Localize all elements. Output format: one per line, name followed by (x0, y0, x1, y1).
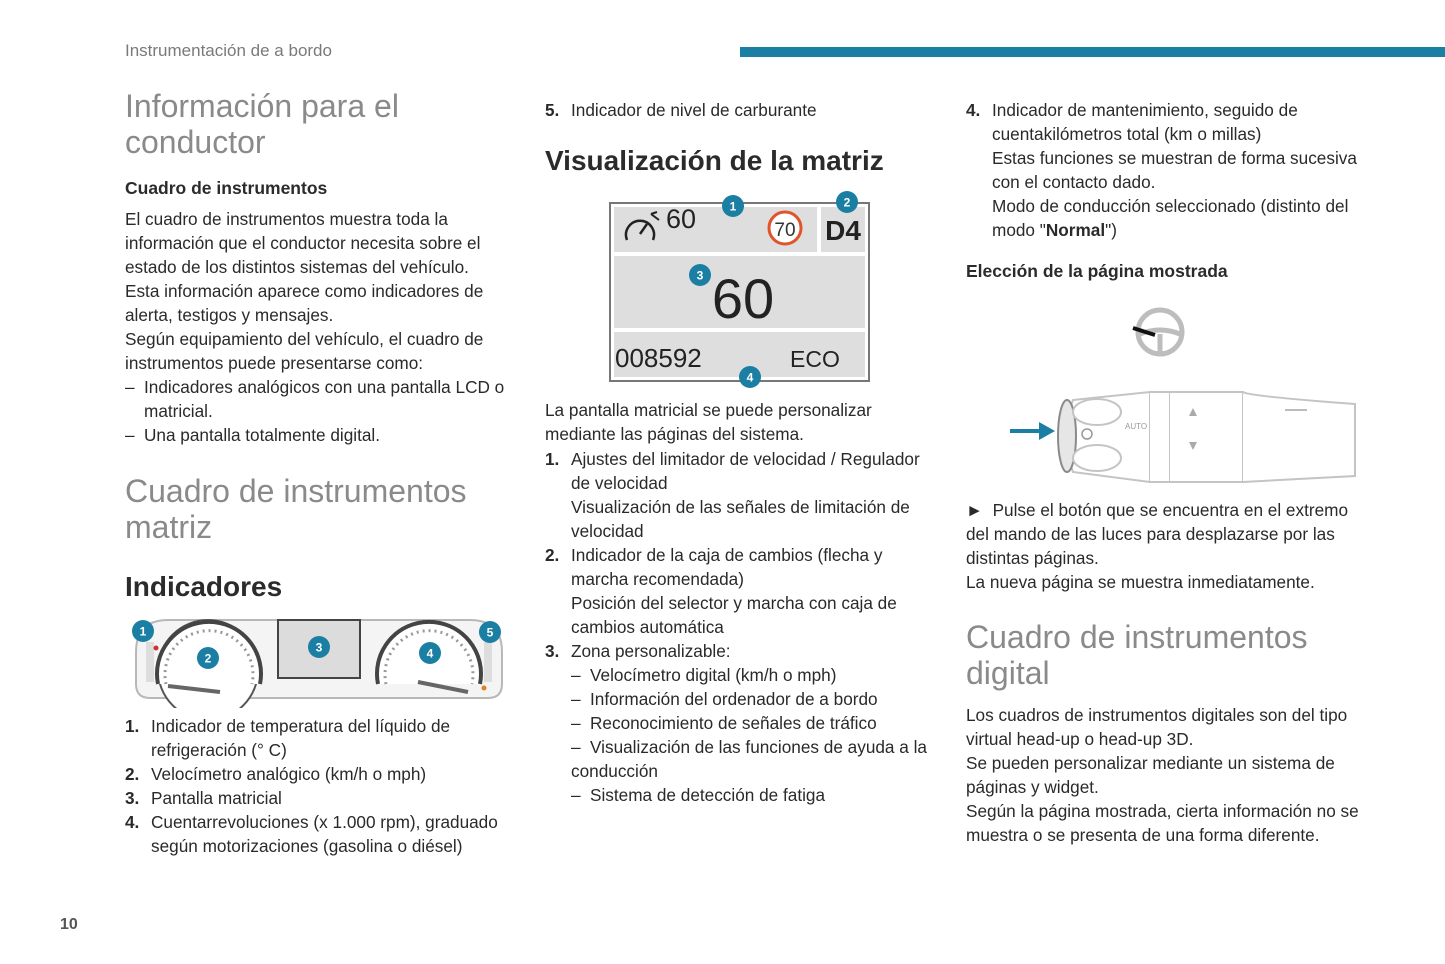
paragraph: Según equipamiento del vehículo, el cuadro de instrumentos puede presentarse como: (125, 329, 484, 373)
section-title: Instrumentación de a bordo (125, 41, 332, 60)
dash-item: – Velocímetro digital (km/h o mph) (571, 665, 837, 685)
badge-3 (308, 636, 330, 658)
badge-4 (419, 642, 441, 664)
heading-cuadro-digital: Cuadro de instrumentos digital (966, 619, 1308, 691)
column-3 (966, 98, 1361, 283)
svg-text:2: 2 (204, 651, 212, 666)
matrix-description (545, 398, 940, 807)
badge-4 (739, 366, 761, 388)
column-1 (125, 88, 520, 603)
list-item: 4. Cuentarrevoluciones (x 1.000 rpm), graduado según motorizaciones (gasolina o diésel) (125, 812, 498, 856)
page-number: 10 (60, 916, 78, 933)
list-item: 2. Indicador de la caja de cambios (flecha y marcha recomendada) Posición del selector y marcha con caja de cambios automática (545, 545, 897, 637)
matrix-display-diagram (605, 190, 875, 390)
heading-visualizacion: Visualización de la matriz (545, 145, 884, 176)
badge-3 (689, 264, 711, 286)
speed-sign-value: 70 (774, 220, 796, 241)
bullet-paragraph: ► Pulse el botón que se encuentra en el extremo del mando de las luces para desplazarse por las distintas páginas. (966, 500, 1349, 568)
paragraph: Esta información aparece como indicadores de alerta, testigos y mensajes. (125, 281, 484, 325)
svg-text:2: 2 (843, 195, 851, 210)
badge-1 (132, 620, 154, 642)
svg-text:4: 4 (746, 370, 754, 385)
arrow-icon (1039, 422, 1055, 440)
svg-text:3: 3 (696, 268, 704, 283)
light-stalk (1058, 392, 1355, 482)
badge-2 (836, 191, 858, 213)
dash-item: – Sistema de detección de fatiga (571, 785, 826, 805)
list-item: 3. Pantalla matricial (125, 788, 282, 808)
dash-item: – Indicadores analógicos con una pantalla LCD o matricial. (125, 377, 505, 421)
heading-cuadro-matriz: Cuadro de instrumentos matriz (125, 473, 467, 545)
odometer: 008592 (615, 343, 702, 373)
paragraph: Los cuadros de instrumentos digitales son del tipo virtual head-up o head-up 3D. (966, 705, 1348, 749)
gear-indicator: D4 (825, 215, 861, 246)
column-2 (545, 98, 940, 177)
dash-item: – Reconocimiento de señales de tráfico (571, 713, 877, 733)
steering-wheel-icon (1133, 310, 1182, 354)
list-item: 2. Velocímetro analógico (km/h o mph) (125, 764, 427, 784)
paragraph: El cuadro de instrumentos muestra toda la información que el conductor necesita sobre el estado de los distintos sistemas del vehículo. (125, 209, 481, 277)
digital-speed: 60 (711, 267, 775, 330)
paragraph: La pantalla matricial se puede personalizar mediante las páginas del sistema. (545, 400, 872, 444)
dash-item: – Una pantalla totalmente digital. (125, 425, 381, 445)
svg-text:1: 1 (729, 199, 737, 214)
list-item: 5. Indicador de nivel de carburante (545, 100, 817, 120)
svg-text:1: 1 (139, 624, 147, 639)
list-item: 4. Indicador de mantenimiento, seguido de cuentakilómetros total (km o millas) Estas funciones se muestran de forma sucesiva con el contacto dado. Modo de conducción seleccionado (distinto del modo "Normal") (966, 100, 1357, 240)
dash-item: – Visualización de las funciones de ayuda a la conducción (571, 737, 927, 781)
list-item: 3. Zona personalizable: (545, 641, 731, 661)
auto-label: AUTO (1125, 422, 1148, 431)
dash-item: – Información del ordenador de a bordo (571, 689, 878, 709)
svg-text:3: 3 (315, 640, 323, 655)
indicators-list (125, 714, 520, 858)
heading-indicadores: Indicadores (125, 571, 283, 602)
instrument-cluster-diagram (128, 612, 510, 708)
subheading-eleccion: Elección de la página mostrada (966, 261, 1228, 281)
badge-1 (722, 195, 744, 217)
list-item: 1. Ajustes del limitador de velocidad / Regulador de velocidad Visualización de las señales de limitación de velocidad (545, 449, 920, 541)
paragraph: La nueva página se muestra inmediatamente. (966, 572, 1315, 592)
heading-informacion: Información para el conductor (125, 88, 399, 160)
badge-5 (479, 621, 501, 643)
drive-mode: ECO (790, 346, 840, 372)
list-item: 1. Indicador de temperatura del líquido de refrigeración (° C) (125, 716, 451, 760)
svg-text:5: 5 (486, 625, 494, 640)
column-3-bottom (966, 498, 1361, 847)
paragraph: Según la página mostrada, cierta información no se muestra o se presenta de una forma diferente. (966, 801, 1359, 845)
subheading-cuadro: Cuadro de instrumentos (125, 178, 328, 198)
svg-text:4: 4 (426, 646, 434, 661)
badge-2 (197, 647, 219, 669)
limiter-speed: 60 (666, 204, 697, 234)
paragraph: Se pueden personalizar mediante un sistema de páginas y widget. (966, 753, 1335, 797)
header-accent-bar (740, 47, 1445, 57)
light-stalk-diagram (1005, 300, 1357, 492)
